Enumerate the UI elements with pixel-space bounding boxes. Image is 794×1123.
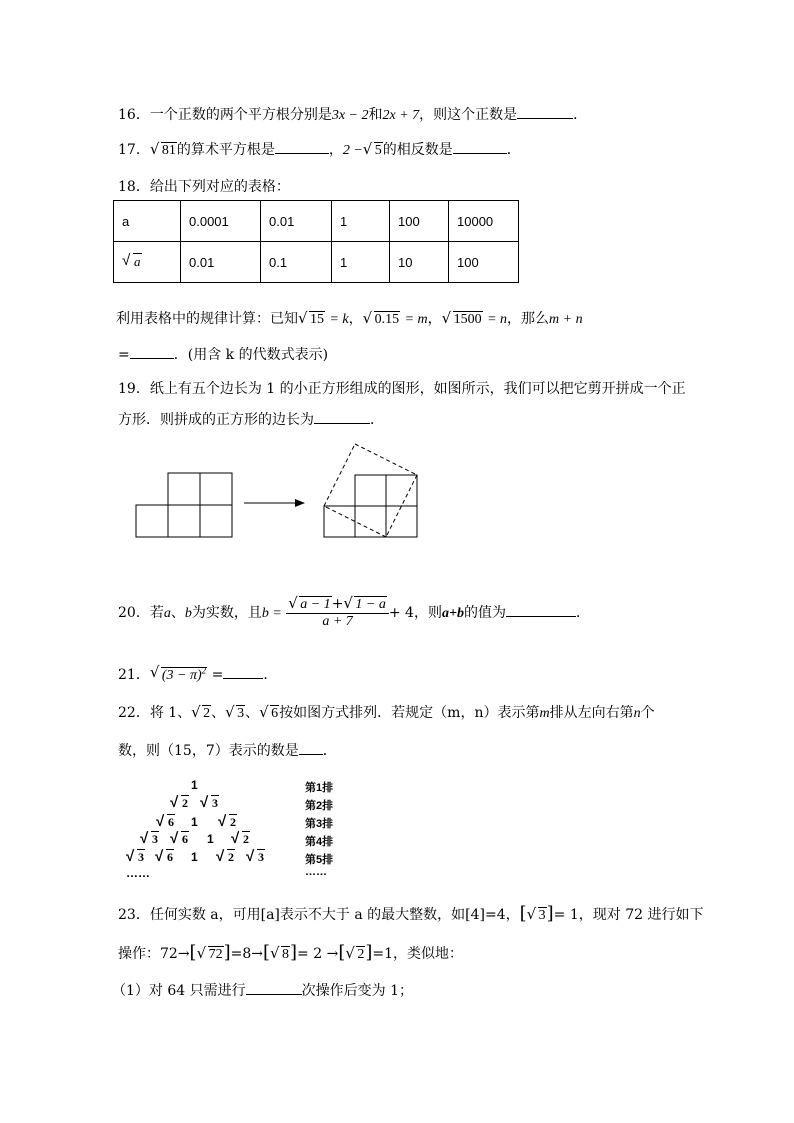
answer-blank	[517, 104, 573, 119]
question-19-line1: 19．纸上有五个边长为 1 的小正方形组成的图形，如图所示，我们可以把它剪开拼成一个正	[118, 381, 686, 397]
radical: √ $(3 - \pi)^2$	[149, 663, 207, 683]
fraction: √ a − 1+ √ 1 − a a + 7	[286, 596, 389, 630]
arrangement-item: √ 2	[231, 830, 249, 847]
arrangement-item: √ 3	[246, 848, 264, 865]
arrangement-dots: ……	[126, 866, 150, 880]
table-cell: 100	[449, 242, 519, 283]
answer-blank	[506, 602, 576, 617]
radical: √ 3	[225, 703, 245, 721]
answer-blank	[275, 139, 329, 154]
arrangement-item: √ 2	[218, 813, 236, 830]
radical: √ a − 1	[288, 594, 331, 612]
table-cell: a	[114, 201, 181, 242]
table-cell: 0.01	[261, 201, 332, 242]
square-cut-figure	[130, 440, 430, 550]
question-21: 21． √ $(3 - \pi)^2$ = ．	[118, 663, 278, 683]
answer-blank	[130, 344, 174, 359]
answer-blank	[246, 980, 302, 995]
five-squares-shape	[136, 473, 232, 537]
radical: √ 6	[259, 703, 279, 721]
table-cell: 1	[332, 242, 390, 283]
table-row	[114, 242, 519, 283]
radical: √ 1500	[441, 309, 482, 327]
cut-squares-shape	[324, 475, 417, 537]
question-18-line1: 利用表格中的规律计算：已知 √ 15 = k， √ 0.15 = m， √ 1500 = n，那么m + n	[116, 309, 583, 327]
question-23-line2: 操作：72→[ √ 72]=8→[ √ 8]= 2 →[ √ 2]=1，类似地：	[118, 942, 464, 963]
arrangement-item: √ 2	[170, 794, 188, 811]
arrangement-item: √ 3	[140, 830, 158, 847]
arrangement-item: √ 6	[170, 830, 188, 847]
radical: √ a	[122, 252, 141, 269]
row-label: 第4排	[305, 836, 334, 848]
question-20: 20．若a、b为实数，且b = √ a − 1+ √ 1 − a a + 7 + 4，则a+b的值为 ．	[118, 594, 590, 629]
radical: √ 0.15	[362, 309, 400, 327]
row-label: 第2排	[305, 800, 334, 812]
row-label: 第3排	[305, 818, 334, 830]
table-cell: 0.1	[261, 242, 332, 283]
radical: √ 5	[362, 140, 382, 158]
arrangement-item: √ 6	[155, 848, 173, 865]
dashed-square	[324, 444, 417, 537]
table-cell: 0.0001	[181, 201, 261, 242]
answer-blank	[299, 740, 323, 755]
table-row	[114, 201, 519, 242]
table-cell: 100	[390, 201, 449, 242]
radical: √ 2	[345, 944, 365, 962]
arrangement-item: 1	[207, 832, 214, 846]
question-22-line2: 数，则（15，7）表示的数是 ．	[118, 740, 337, 760]
row-dots: ……	[305, 866, 327, 878]
table-cell	[114, 242, 181, 283]
question-18-line2: = ．(用含 k 的代数式表示)	[118, 344, 328, 364]
arrangement-item: 1	[191, 778, 198, 792]
question-23-sub1: （1）对 64 只需进行 次操作后变为 1；	[112, 980, 413, 1000]
question-17: 17． √ 81的算术平方根是 ，2 − √ 5的相反数是 ．	[118, 140, 521, 158]
row-label: 第1排	[305, 782, 334, 794]
mapping-table	[113, 200, 519, 283]
arrangement-item: 1	[191, 850, 198, 864]
radical: √ 81	[149, 140, 176, 158]
table-cell: 0.01	[181, 242, 261, 283]
answer-blank	[314, 409, 370, 424]
table-cell: 1	[332, 201, 390, 242]
question-19-line2: 方形．则拼成的正方形的边长为 ．	[118, 409, 384, 429]
radical: √ 8	[270, 944, 290, 962]
question-22-line1: 22．将 1、 √ 2、 √ 3、 √ 6按如图方式排列．若规定（m，n）表示第m排从左向右第n个	[118, 703, 655, 721]
question-23-line1: 23．任何实数 a，可用[a]表示不大于 a 的最大整数，如[4]=4，[ √ 3]= 1，现对 72 进行如下	[118, 903, 704, 924]
question-16: 16．一个正数的两个平方根分别是3x − 2和2x + 7，则这个正数是 ．	[118, 104, 587, 124]
arrangement-item: √ 3	[126, 848, 144, 865]
question-18-intro: 18．给出下列对应的表格：	[118, 179, 290, 195]
answer-blank	[223, 664, 263, 679]
radical: √ 15	[298, 309, 324, 327]
arrow-icon	[244, 499, 305, 507]
radical: √ 1 − a	[343, 594, 386, 612]
radical: √ 72	[196, 944, 223, 962]
arrangement-item: √ 2	[216, 848, 234, 865]
row-label: 第5排	[305, 854, 334, 866]
answer-blank	[453, 139, 507, 154]
arrangement-item: √ 6	[156, 813, 174, 830]
arrangement-item: 1	[191, 815, 198, 829]
radical: √ 2	[191, 703, 211, 721]
radical: √ 3	[526, 905, 546, 923]
table-cell: 10	[390, 242, 449, 283]
table-cell: 10000	[449, 201, 519, 242]
arrangement-item: √ 3	[200, 794, 218, 811]
